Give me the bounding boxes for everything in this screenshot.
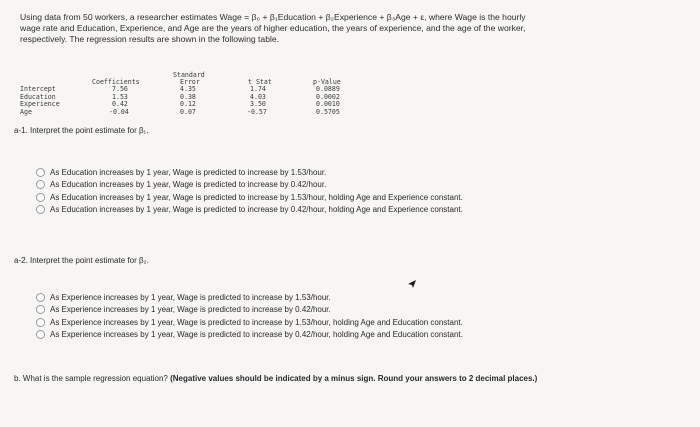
a1-option-1[interactable] xyxy=(36,166,463,178)
radio-button[interactable] xyxy=(36,205,45,214)
row-experience-se: 0.12 xyxy=(180,100,196,108)
row-education-label: Education xyxy=(20,92,56,101)
question-b-instruction: (Negative values should be indicated by a minus sign. Round your answers to 2 decimal places.) xyxy=(170,374,538,383)
radio-button[interactable] xyxy=(36,193,45,202)
a1-option-4[interactable] xyxy=(36,204,463,216)
row-education-t: 4.03 xyxy=(250,92,266,101)
radio-button[interactable] xyxy=(36,305,45,314)
a2-option-2-text: As Experience increases by 1 year, Wage is predicted to increase by 0.42/hour. xyxy=(50,305,331,315)
question-a2-options xyxy=(36,291,463,341)
problem-statement xyxy=(20,12,680,45)
radio-button[interactable] xyxy=(36,168,45,177)
question-a2-label: a-2. Interpret the point estimate for β₂. xyxy=(14,256,149,265)
header-pvalue: p-Value xyxy=(313,78,341,86)
a1-option-1-text: As Education increases by 1 year, Wage is predicted to increase by 1.53/hour. xyxy=(50,167,327,177)
row-education-p: 0.0002 xyxy=(316,92,340,101)
header-standard: Standard xyxy=(173,71,205,79)
radio-button[interactable] xyxy=(36,180,45,189)
row-experience-label: Experience xyxy=(20,100,60,108)
problem-line-3: respectively. The regression results are shown in the following table. xyxy=(20,34,280,44)
row-intercept-label: Intercept xyxy=(20,85,56,93)
question-b-text: b. What is the sample regression equation? xyxy=(14,374,168,383)
row-age-p: 0.5705 xyxy=(316,107,340,116)
row-age-t: -0.57 xyxy=(247,107,267,116)
a1-option-2-text: As Education increases by 1 year, Wage is predicted to increase by 0.42/hour. xyxy=(50,180,327,190)
row-age-coef: -0.04 xyxy=(109,107,129,116)
question-a1-options xyxy=(36,166,463,216)
row-age-se: 0.07 xyxy=(180,107,196,116)
row-age-label: Age xyxy=(20,107,32,116)
a1-option-2[interactable] xyxy=(36,179,463,191)
header-tstat: t Stat xyxy=(248,78,272,86)
problem-line-1: Using data from 50 workers, a researcher estimates Wage = β₀ + β₁Education + β₂Experience + β₃Age + ε, where Wage is the hourly xyxy=(20,12,526,22)
question-a1-label: a-1. Interpret the point estimate for β₁. xyxy=(14,126,149,135)
a2-option-1[interactable] xyxy=(36,291,463,303)
radio-button[interactable] xyxy=(36,330,45,339)
row-intercept-t: 1.74 xyxy=(250,85,266,93)
a2-option-2[interactable] xyxy=(36,304,463,316)
radio-button[interactable] xyxy=(36,293,45,302)
header-coefficients: Coefficients xyxy=(92,78,140,86)
a1-option-3-text: As Education increases by 1 year, Wage is predicted to increase by 1.53/hour, holding Age and Experience constant. xyxy=(50,192,463,202)
row-intercept-p: 0.0889 xyxy=(316,85,340,93)
row-intercept-se: 4.35 xyxy=(180,85,196,93)
question-b-label xyxy=(14,374,674,385)
a2-option-4-text: As Experience increases by 1 year, Wage is predicted to increase by 0.42/hour, holding Age and Education constant. xyxy=(50,330,463,340)
a1-option-3[interactable] xyxy=(36,191,463,203)
a2-option-3-text: As Experience increases by 1 year, Wage is predicted to increase by 1.53/hour, holding Age and Education constant. xyxy=(50,317,463,327)
row-experience-t: 3.50 xyxy=(250,100,266,108)
a2-option-1-text: As Experience increases by 1 year, Wage is predicted to increase by 1.53/hour. xyxy=(50,292,331,302)
mouse-cursor-icon xyxy=(406,278,418,290)
header-error: Error xyxy=(180,78,200,86)
a2-option-4[interactable] xyxy=(36,329,463,341)
row-experience-p: 0.0010 xyxy=(316,100,340,108)
problem-line-2: wage rate and Education, Experience, and Age are the years of higher education, the years of experience, and the age of the worker, xyxy=(20,23,526,33)
row-intercept-coef: 7.56 xyxy=(112,85,128,93)
row-education-coef: 1.53 xyxy=(112,92,128,101)
radio-button[interactable] xyxy=(36,318,45,327)
row-experience-coef: 0.42 xyxy=(112,100,128,108)
row-education-se: 0.38 xyxy=(180,92,196,101)
a2-option-3[interactable] xyxy=(36,316,463,328)
a1-option-4-text: As Education increases by 1 year, Wage is predicted to increase by 0.42/hour, holding Age and Experience constant. xyxy=(50,205,463,215)
